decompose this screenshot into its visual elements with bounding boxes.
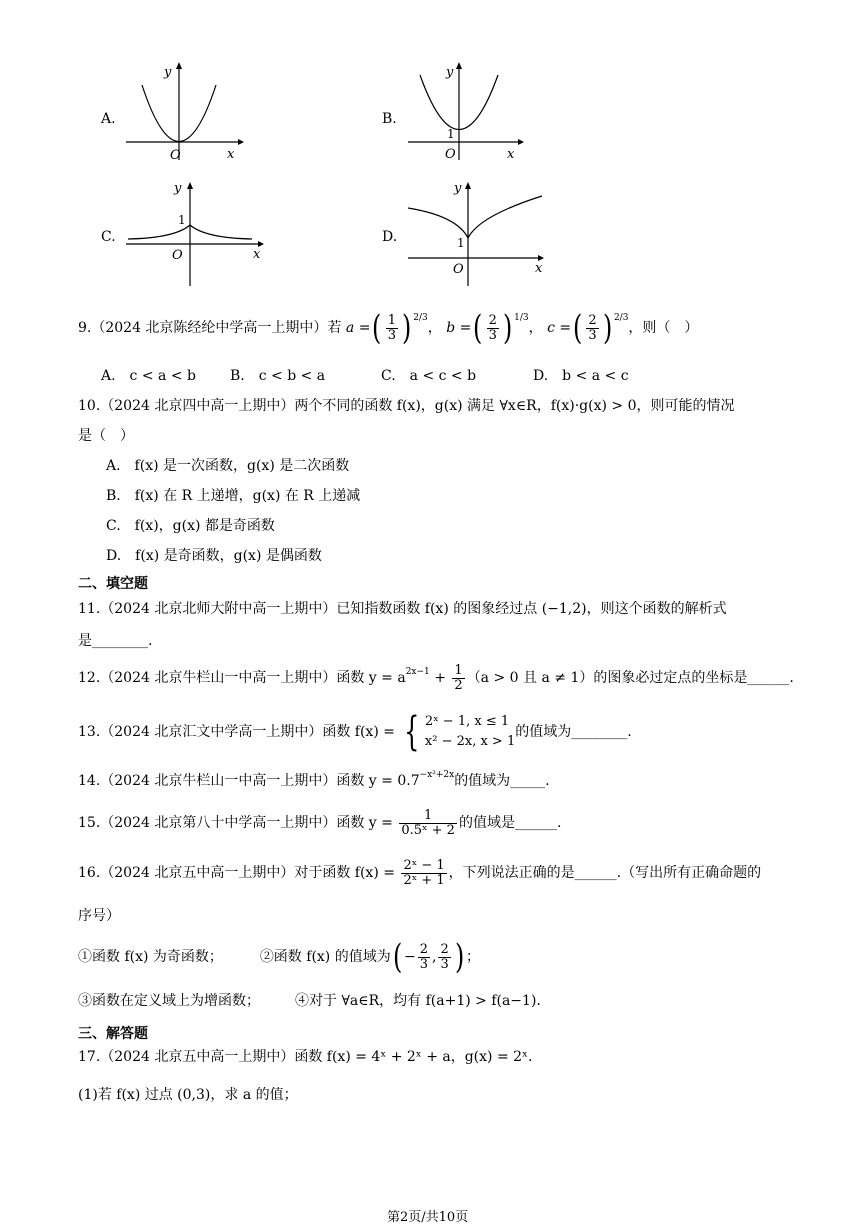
svg-text:y: y xyxy=(174,181,182,196)
y-intercept-label: 1 xyxy=(447,127,455,141)
q10-option-b: B. f(x) 在 R 上递增，g(x) 在 R 上递减 xyxy=(106,488,361,504)
question-10-line1: 10.（2024 北京四中高一上期中）两个不同的函数 f(x)，g(x) 满足 ∀x∈R，f(x)·g(x) > 0，则可能的情况 xyxy=(78,398,735,414)
x-axis-arrow xyxy=(238,139,244,145)
section-answer-title: 三、解答题 xyxy=(78,1026,148,1042)
question-13: 13.（2024 北京汇文中学高一上期中）函数 f(x) = { 2ˣ − 1, x ≤ 1 x² − 2x, x > 1 的值域为________. xyxy=(78,709,632,755)
q10-option-a: A. f(x) 是一次函数，g(x) 是二次函数 xyxy=(106,458,350,474)
y-axis-arrow xyxy=(176,62,182,69)
svg-text:x: x xyxy=(253,247,261,262)
q9-option-a: A. c < a < b xyxy=(101,368,196,384)
question-9: 9.（2024 北京陈经纶中学高一上期中）若 a =( $\frac{1}{3}$ ) $^{2/3}$， b =( $\frac{2}{3}$ ) $^{1/3}$， c =( $\frac{2}{3}$ ) $^{2/3}$，则（ ） xyxy=(78,308,699,348)
q9-option-b: B. c < b < a xyxy=(230,368,326,384)
option-a-label: A. xyxy=(101,111,116,127)
svg-text:1: 1 xyxy=(457,236,465,250)
question-11-line1: 11.（2024 北京北师大附中高一上期中）已知指数函数 f(x) 的图象经过点 (−1,2)，则这个函数的解析式 xyxy=(78,601,727,617)
graph-b xyxy=(402,60,527,164)
svg-text:O: O xyxy=(445,147,456,162)
graph-a xyxy=(120,60,245,164)
q10-option-c: C. f(x)，g(x) 都是奇函数 xyxy=(106,518,275,534)
origin-label: O xyxy=(170,148,181,163)
q10-option-d: D. f(x) 是奇函数，g(x) 是偶函数 xyxy=(106,548,322,564)
svg-text:y: y xyxy=(446,65,454,80)
graph-d xyxy=(402,178,552,288)
svg-text:x: x xyxy=(535,261,543,276)
q16-statement-3: ③函数在定义域上为增函数； xyxy=(78,993,260,1009)
q16-statements-1-2: ①函数 f(x) 为奇函数； ②函数 f(x) 的值域为( − $\frac{2}{3}$ , $\frac{2}{3}$ ) ； xyxy=(78,937,480,977)
question-15: 15.（2024 北京第八十中学高一上期中）函数 y = $\frac{1}{\text{0.5ˣ + 2}}$ 的值域是______. xyxy=(78,807,562,838)
question-14: 14.（2024 北京牛栏山一中高一上期中）函数 $y = 0.7^{-x^2+2x}$的值域为_____. xyxy=(78,770,550,789)
q9-option-d: D. b < a < c xyxy=(533,368,629,384)
graph-c xyxy=(120,178,270,288)
x-label: x xyxy=(227,147,235,162)
svg-text:1: 1 xyxy=(178,213,186,227)
option-d-label: D. xyxy=(382,229,398,245)
question-10-line2: 是（ ） xyxy=(78,428,134,444)
svg-text:O: O xyxy=(172,248,183,263)
question-17-line1: 17.（2024 北京五中高一上期中）函数 f(x) = 4ˣ + 2ˣ + a，g(x) = 2ˣ. xyxy=(78,1049,533,1065)
svg-text:x: x xyxy=(507,147,515,162)
q16-statement-4: ④对于 ∀a∈R，均有 f(a+1) > f(a−1). xyxy=(295,993,541,1009)
question-16: 16.（2024 北京五中高一上期中）对于函数 f(x) = $\frac{\text{2ˣ − 1}}{\text{2ˣ + 1}}$ ，下列说法正确的是______.（写出所有正确命题的 xyxy=(78,857,762,888)
option-b-label: B. xyxy=(382,111,397,127)
page-footer: 第2页/共10页 xyxy=(387,1210,469,1225)
svg-text:O: O xyxy=(453,262,464,277)
question-16-line2: 序号） xyxy=(78,908,120,924)
question-11-line2: 是________. xyxy=(78,633,153,649)
option-c-label: C. xyxy=(101,229,116,245)
question-12: 12.（2024 北京牛栏山一中高一上期中）函数 $y = a^{2x-1}$ + $\frac{1}{2}$ （a > 0 且 a ≠ 1）的图象必过定点的坐标是______. xyxy=(78,662,794,693)
q9-option-c: C. a < c < b xyxy=(381,368,477,384)
svg-text:y: y xyxy=(454,181,462,196)
question-17-part1: (1)若 f(x) 过点 (0,3)，求 a 的值； xyxy=(78,1087,298,1103)
y-label: y xyxy=(164,65,172,80)
section-fill-blank-title: 二、填空题 xyxy=(78,576,148,592)
